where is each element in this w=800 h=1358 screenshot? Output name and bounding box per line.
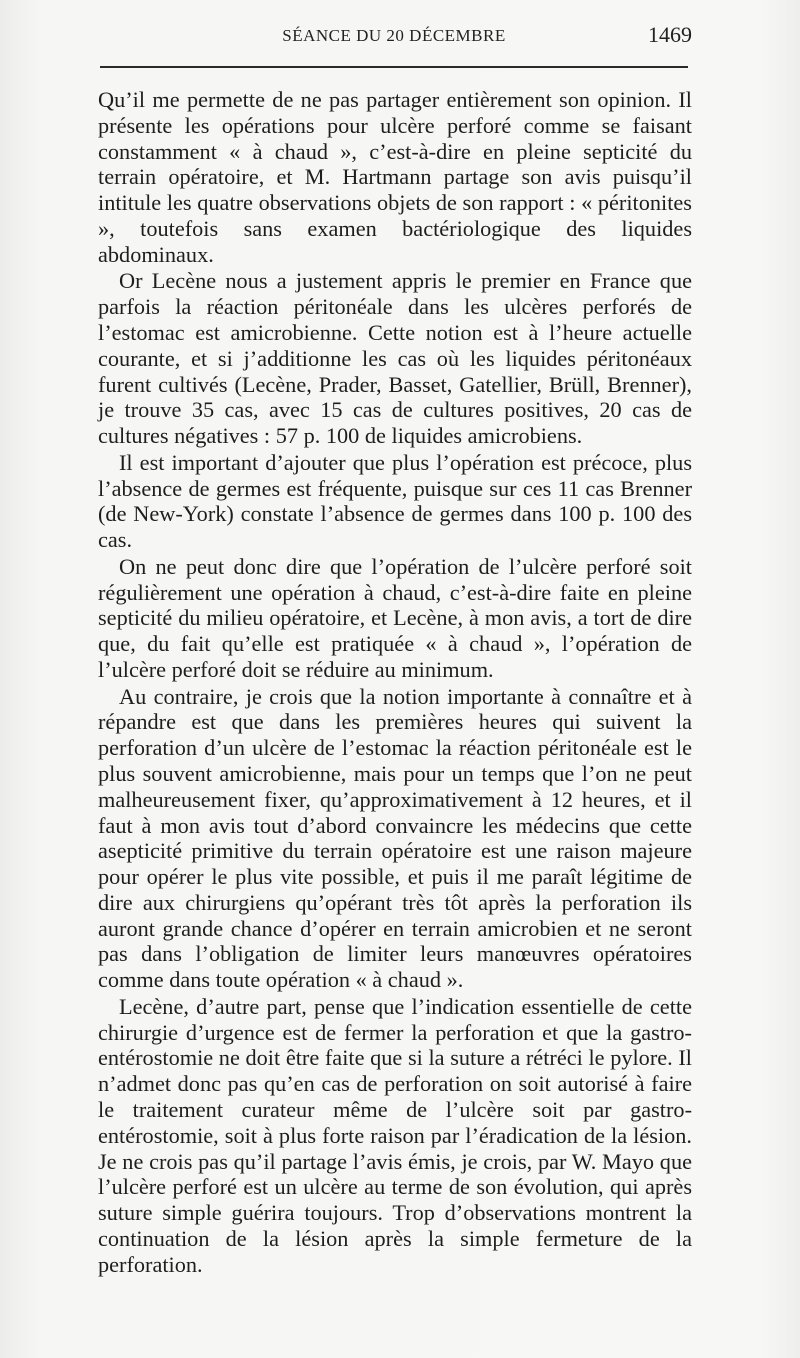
- running-head: [100, 22, 692, 52]
- running-title: SÉANCE DU 20 DÉCEMBRE: [282, 26, 506, 45]
- body-text: [98, 87, 692, 1278]
- paragraph: Qu’il me permette de ne pas partager entièrement son opinion. Il présente les opérations pour ulcère perforé comme se faisant constamment « à chaud », c’est-à-dire en pleine septicité du terrain opératoire, et M. Hartmann partage son avis puisqu’il intitule les quatre observations objets de son rapport : « péritonites », toutefois sans examen bactériologique des liquides abdominaux.: [98, 87, 692, 267]
- paragraph: Lecène, d’autre part, pense que l’indication essentielle de cette chirurgie d’urgence est de fermer la perforation et que la gastro-entérostomie ne doit être faite que si la suture a rétréci le pylore. Il n’admet donc pas qu’en cas de perforation on soit autorisé à faire le traitement curateur même de l’ulcère soit par gastro-entérostomie, soit à plus forte raison par l’éradication de la lésion. Je ne crois pas qu’il partage l’avis émis, je crois, par W. Mayo que l’ulcère perforé est un ulcère au terme de son évolution, qui après suture simple guérira toujours. Trop d’observations montrent la continuation de la lésion après la simple fermeture de la perforation.: [98, 993, 692, 1277]
- paragraph: On ne peut donc dire que l’opération de l’ulcère perforé soit régulièrement une opération à chaud, c’est-à-dire faite en pleine septicité du milieu opératoire, et Lecène, à mon avis, a tort de dire que, du fait qu’elle est pratiquée « à chaud », l’opération de l’ulcère perforé doit se réduire au minimum.: [98, 553, 692, 682]
- paragraph: Au contraire, je crois que la notion importante à connaître et à répandre est que dans les premières heures qui suivent la perforation d’un ulcère de l’estomac la réaction péritonéale est le plus souvent amicrobienne, mais pour un temps que l’on ne peut malheureusement fixer, qu’approximativement à 12 heures, et il faut à mon avis tout d’abord convaincre les médecins que cette asepticité primitive du terrain opératoire est une raison majeure pour opérer le plus vite possible, et puis il me paraît légitime de dire aux chirurgiens qu’opérant très tôt après la perforation ils auront grande chance d’opérer en terrain amicrobien et ne seront pas dans l’obligation de limiter leurs manœuvres opératoires comme dans toute opération « à chaud ».: [98, 683, 692, 993]
- header-rule: [100, 66, 688, 68]
- page-number: 1469: [648, 22, 692, 47]
- paragraph: Or Lecène nous a justement appris le premier en France que parfois la réaction péritonéale dans les ulcères perforés de l’estomac est amicrobienne. Cette notion est à l’heure actuelle courante, et si j’additionne les cas où les liquides péritonéaux furent cultivés (Lecène, Prader, Basset, Gatellier, Brüll, Brenner), je trouve 35 cas, avec 15 cas de cultures positives, 20 cas de cultures négatives : 57 p. 100 de liquides amicrobiens.: [98, 268, 692, 449]
- paragraph: Il est important d’ajouter que plus l’opération est précoce, plus l’absence de germes est fréquente, puisque sur ces 11 cas Brenner (de New-York) constate l’absence de germes dans 100 p. 100 des cas.: [98, 449, 692, 553]
